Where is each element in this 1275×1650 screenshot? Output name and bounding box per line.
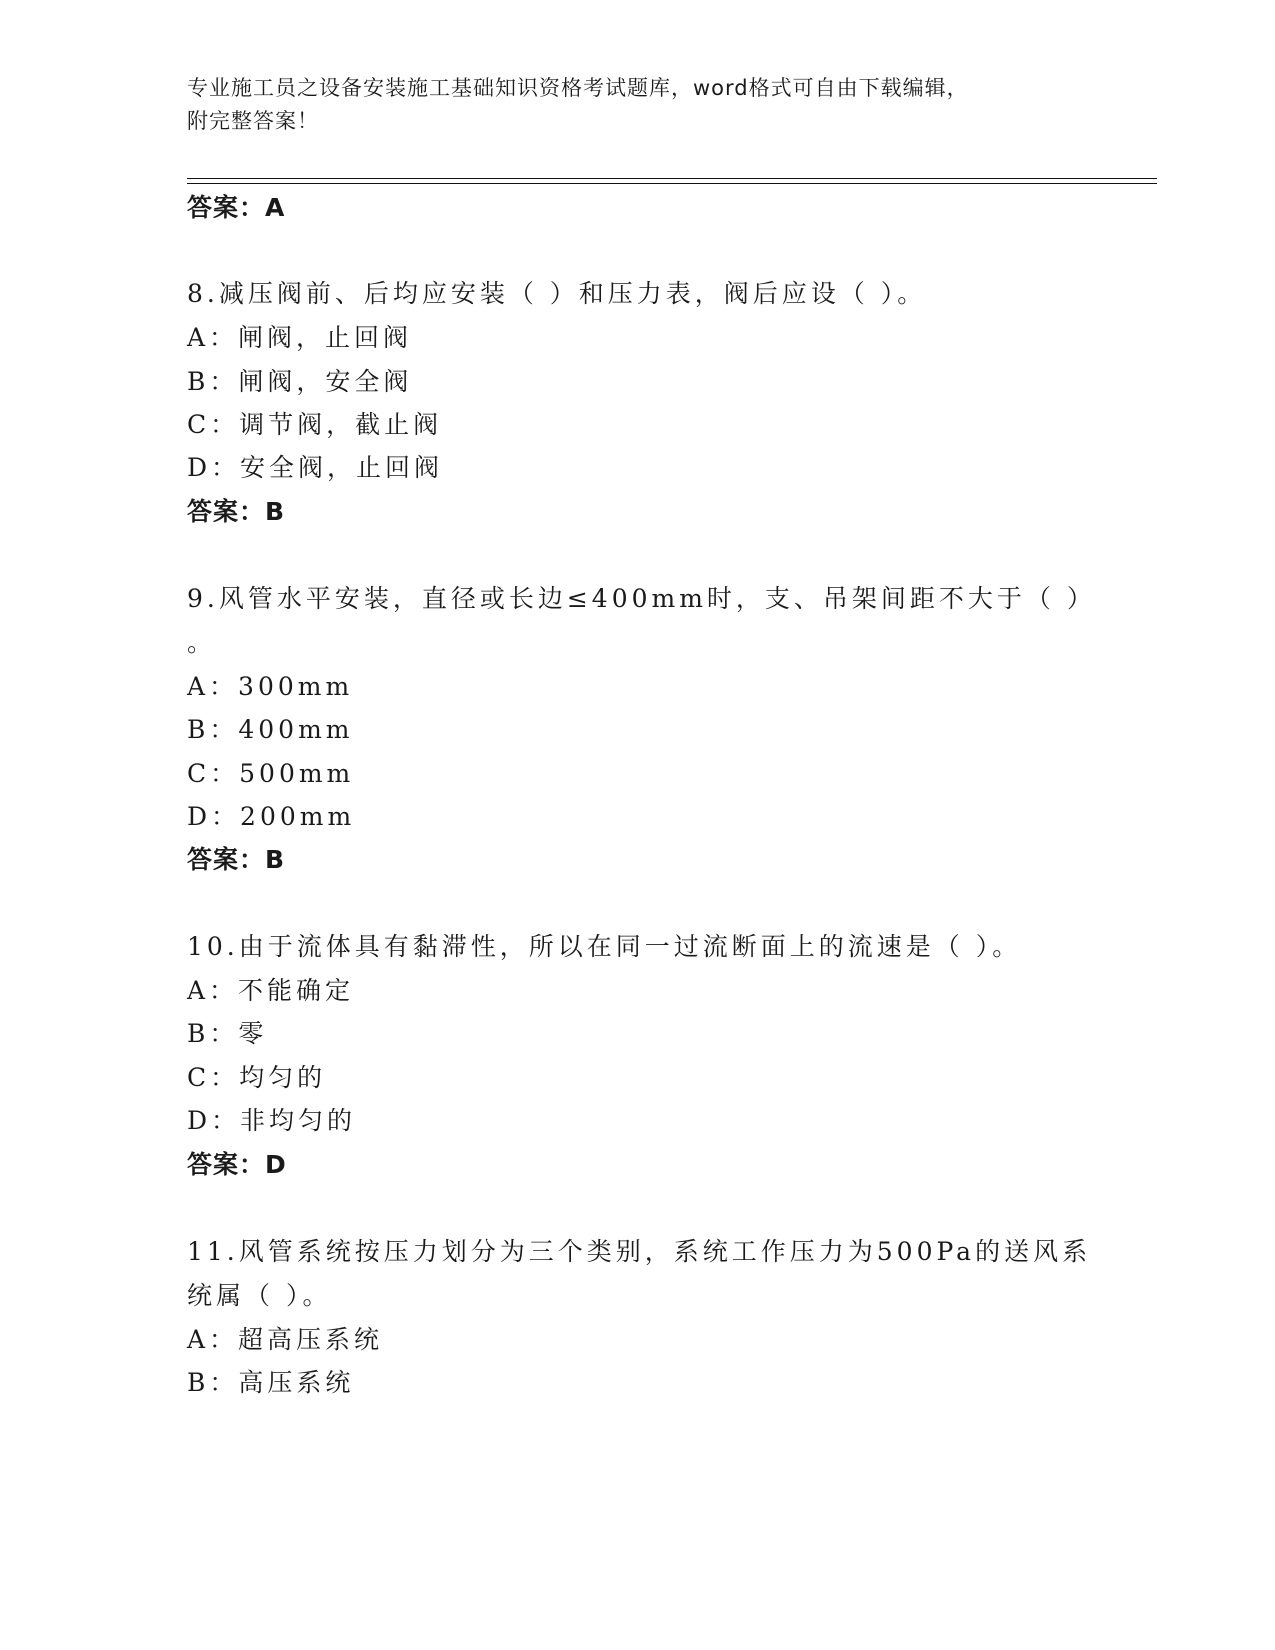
question-9-stem: 9.风管水平安装，直径或长边≤400mm时，支、吊架间距不大于（ ） (187, 584, 1096, 613)
question-9-option-b: B：400mm (187, 715, 354, 744)
question-8-answer: 答案：B (187, 497, 286, 526)
question-11-option-a: A：超高压系统 (187, 1325, 384, 1354)
question-9-option-c: C：500mm (187, 759, 355, 788)
question-10-option-a: A：不能确定 (187, 976, 355, 1005)
question-10-option-c: C：均匀的 (187, 1063, 327, 1092)
header-line-1: 专业施工员之设备安装施工基础知识资格考试题库，word格式可自由下载编辑， (187, 76, 969, 100)
question-10-option-d: D：非均匀的 (187, 1106, 357, 1135)
question-10-answer: 答案：D (187, 1150, 287, 1179)
header-line-2: 附完整答案！ (187, 109, 319, 133)
question-8-option-a: A：闸阀，止回阀 (187, 323, 413, 352)
page-header (187, 72, 1067, 138)
previous-answer: 答案：A (187, 193, 286, 222)
question-8-stem: 8.减压阀前、后均应安装（ ）和压力表，阀后应设（ ）。 (187, 279, 927, 308)
question-9-option-a: A：300mm (187, 672, 354, 701)
question-9-option-d: D：200mm (187, 802, 356, 831)
question-10-option-b: B：零 (187, 1019, 268, 1048)
question-8-option-b: B：闸阀，安全阀 (187, 367, 413, 396)
question-10-stem: 10.由于流体具有黏滞性，所以在同一过流断面上的流速是（ ）。 (187, 932, 1022, 961)
question-11-stem-continuation: 统属（ ）。 (187, 1281, 332, 1310)
question-8-option-c: C：调节阀，截止阀 (187, 410, 443, 439)
header-divider-top (187, 178, 1157, 179)
question-11-option-b: B：高压系统 (187, 1368, 355, 1397)
question-8-option-d: D：安全阀，止回阀 (187, 453, 444, 482)
header-divider-bottom (187, 183, 1157, 184)
question-9-answer: 答案：B (187, 845, 286, 874)
question-11-stem: 11.风管系统按压力划分为三个类别，系统工作压力为500Pa的送风系 (187, 1237, 1092, 1266)
question-9-stem-continuation: 。 (187, 628, 217, 657)
